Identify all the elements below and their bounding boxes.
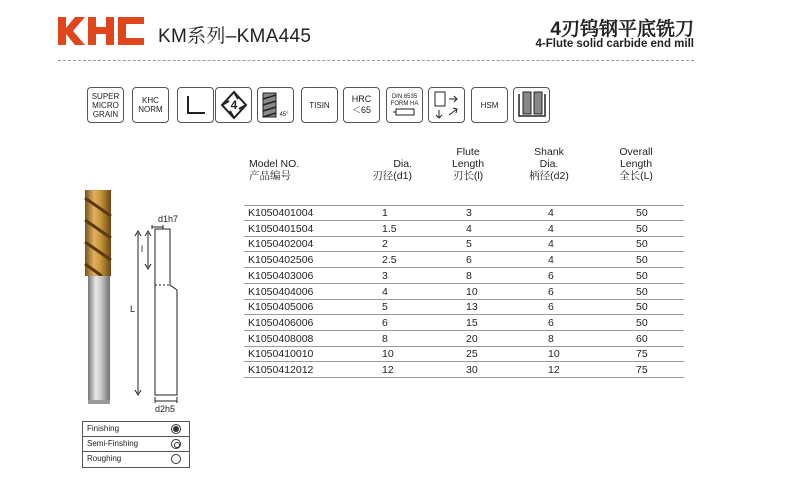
shank-dia-cell: 4 xyxy=(548,254,554,267)
end-mill-photo xyxy=(82,186,114,408)
table-row xyxy=(244,206,684,221)
feature-tisin: TISIN xyxy=(301,87,338,123)
header-overall-length: Overall Length 全长(L) xyxy=(619,146,653,182)
flute-length-cell: 6 xyxy=(466,254,472,267)
series-title: KM系列–KMA445 xyxy=(158,26,312,47)
overall-length-cell: 50 xyxy=(636,207,648,219)
dia-cell: 2.5 xyxy=(382,254,397,267)
shank-dia-cell: 4 xyxy=(548,222,554,235)
dia-cell: 1.5 xyxy=(382,222,397,235)
model-no-cell: K1050408008 xyxy=(248,332,314,345)
dia-cell: 5 xyxy=(382,301,388,314)
header-model-no: Model NO. 产品编号 xyxy=(249,158,300,182)
shank-dia-cell: 4 xyxy=(548,207,554,219)
L-label: L xyxy=(130,304,136,314)
machining-direction-icon xyxy=(428,87,465,123)
model-no-cell: K1050406006 xyxy=(248,316,314,329)
table-row xyxy=(244,363,684,378)
table-row xyxy=(244,332,684,347)
overall-length-cell: 75 xyxy=(636,364,648,376)
table-row xyxy=(244,316,684,331)
semi-finishing-mark-icon xyxy=(171,439,181,449)
header-dia: Dia. 刃径(d1) xyxy=(372,158,412,182)
model-no-cell: K1050401504 xyxy=(248,222,314,235)
header-divider xyxy=(58,60,694,61)
flute-length-cell: 20 xyxy=(466,332,478,345)
flute-length-cell: 13 xyxy=(466,301,478,314)
feature-din-6535: DIN 6535 FORM HA xyxy=(386,87,423,123)
overall-length-cell: 50 xyxy=(636,301,648,314)
overall-length-cell: 60 xyxy=(636,332,648,345)
model-no-cell: K1050404006 xyxy=(248,285,314,298)
model-no-cell: K1050405006 xyxy=(248,301,314,314)
machining-legend xyxy=(82,421,190,468)
flute-length-cell: 8 xyxy=(466,269,472,282)
legend-finishing: Finishing xyxy=(83,422,189,437)
legend-roughing: Roughing xyxy=(83,452,189,467)
shank-form-icon xyxy=(392,108,418,116)
d1-label: d1h7 xyxy=(158,214,179,224)
shank-dia-cell: 6 xyxy=(548,285,554,298)
dia-cell: 10 xyxy=(382,348,394,361)
model-no-cell: K1050402004 xyxy=(248,238,314,251)
four-flute-icon xyxy=(215,87,252,123)
svg-text:45°: 45° xyxy=(278,112,289,118)
table-row xyxy=(244,347,684,362)
l-label: l xyxy=(141,244,143,254)
dia-cell: 3 xyxy=(382,269,388,282)
flute-length-cell: 5 xyxy=(466,238,472,251)
overall-length-cell: 50 xyxy=(636,285,648,298)
shank-dia-cell: 6 xyxy=(548,316,554,329)
overall-length-cell: 50 xyxy=(636,222,648,235)
svg-text:4: 4 xyxy=(230,98,237,112)
table-row xyxy=(244,222,684,237)
model-no-cell: K1050410010 xyxy=(248,348,314,361)
feature-hsm: HSM xyxy=(471,87,508,123)
product-title-cn: 4刃钨钢平底铣刀 xyxy=(550,19,694,40)
feature-hrc: HRC ＜65 xyxy=(343,87,380,123)
finishing-mark-icon xyxy=(171,424,181,434)
flute-length-cell: 30 xyxy=(466,364,478,376)
shank-dia-cell: 8 xyxy=(548,332,554,345)
dia-cell: 12 xyxy=(382,364,394,376)
model-no-cell: K1050403006 xyxy=(248,269,314,282)
slotting-icon xyxy=(513,87,550,123)
table-row xyxy=(244,269,684,284)
flute-length-cell: 15 xyxy=(466,316,478,329)
feature-super-micro-grain: SUPER MICRO GRAIN xyxy=(87,87,124,123)
square-end-icon xyxy=(177,87,214,123)
dia-cell: 2 xyxy=(382,238,388,251)
dia-cell: 4 xyxy=(382,285,388,298)
table-row xyxy=(244,237,684,252)
d2-label: d2h5 xyxy=(155,404,176,414)
flute-length-cell: 4 xyxy=(466,222,472,235)
roughing-mark-icon xyxy=(171,454,181,464)
table-row xyxy=(244,300,684,315)
model-no-cell: K1050402506 xyxy=(248,254,314,267)
helix-45-icon xyxy=(257,87,294,123)
table-row xyxy=(244,253,684,268)
flute-length-cell: 3 xyxy=(466,207,472,219)
model-no-cell: K1050401004 xyxy=(248,207,314,219)
header-shank-dia: Shank Dia. 柄径(d2) xyxy=(529,146,569,182)
product-title-en: 4-Flute solid carbide end mill xyxy=(535,38,694,50)
model-no-cell: K1050412012 xyxy=(248,364,314,376)
flute-length-cell: 25 xyxy=(466,348,478,361)
end-mill-drawing xyxy=(122,205,202,415)
legend-semi-finishing: Semi-Finshing xyxy=(83,437,189,452)
dia-cell: 6 xyxy=(382,316,388,329)
feature-khc-norm: KHC NORM xyxy=(132,87,169,123)
shank-dia-cell: 6 xyxy=(548,269,554,282)
dia-cell: 8 xyxy=(382,332,388,345)
shank-dia-cell: 10 xyxy=(548,348,560,361)
overall-length-cell: 75 xyxy=(636,348,648,361)
dia-cell: 1 xyxy=(382,207,388,219)
overall-length-cell: 50 xyxy=(636,238,648,251)
overall-length-cell: 50 xyxy=(636,316,648,329)
shank-dia-cell: 4 xyxy=(548,238,554,251)
header-flute-length: Flute Length 刃长(l) xyxy=(451,146,485,182)
shank-dia-cell: 12 xyxy=(548,364,560,376)
overall-length-cell: 50 xyxy=(636,254,648,267)
overall-length-cell: 50 xyxy=(636,269,648,282)
shank-dia-cell: 6 xyxy=(548,301,554,314)
table-row xyxy=(244,285,684,300)
khc-logo xyxy=(58,14,144,48)
flute-length-cell: 10 xyxy=(466,285,478,298)
